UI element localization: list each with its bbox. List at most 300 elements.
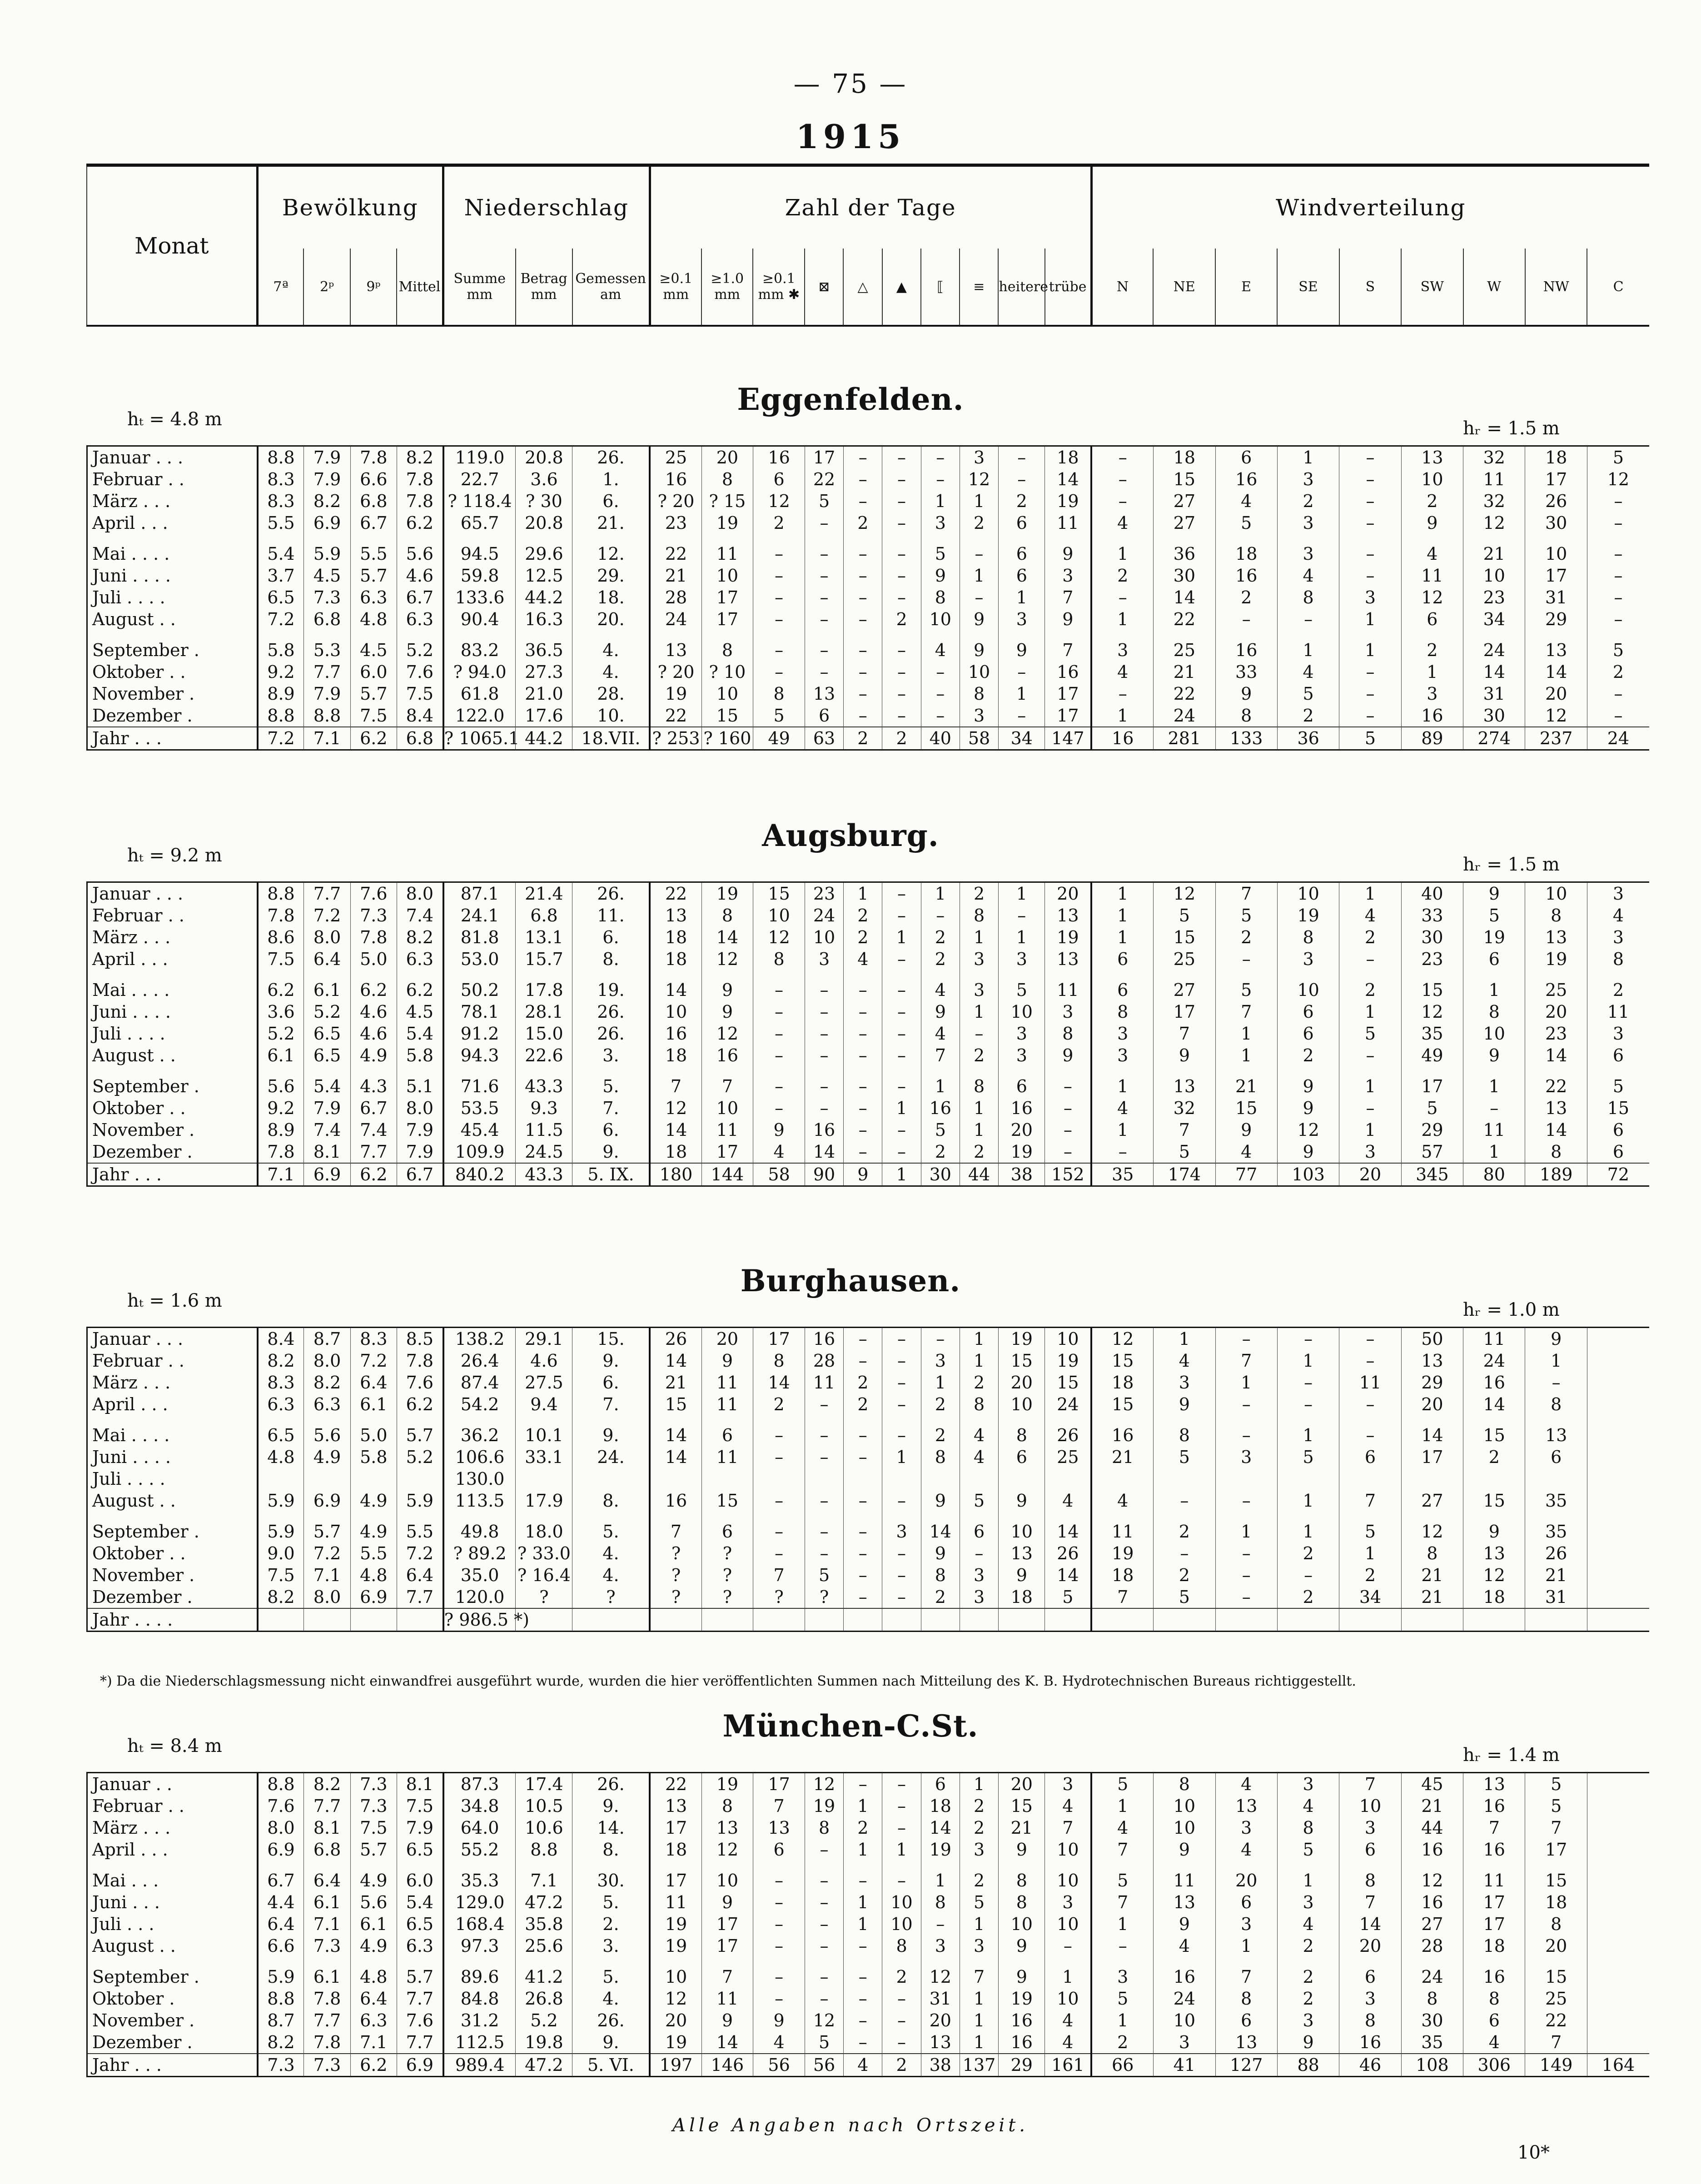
- table-cell: 4.: [572, 630, 650, 661]
- table-cell: 58: [753, 1163, 805, 1186]
- table-cell: 5.2: [258, 1023, 304, 1045]
- table-cell: 3: [1277, 512, 1339, 534]
- table-cell: 24.5: [516, 1141, 572, 1163]
- table-cell: [650, 1468, 701, 1490]
- month-label: Mai . . .: [87, 1861, 258, 1891]
- table-cell: 8: [999, 1861, 1045, 1891]
- table-cell: 2: [1277, 1542, 1339, 1564]
- table-cell: 6.7: [350, 1097, 397, 1119]
- header-col-11: △: [843, 249, 882, 326]
- table-cell: 1: [960, 2031, 998, 2054]
- table-cell: 1: [1277, 1415, 1339, 1446]
- table-cell: 19: [701, 512, 753, 534]
- table-cell: 4.9: [350, 1045, 397, 1066]
- table-cell: 9: [753, 1119, 805, 1141]
- month-label: Jahr . . .: [87, 2054, 258, 2077]
- table-cell: 5.7: [350, 565, 397, 587]
- table-cell: 6: [805, 705, 843, 727]
- table-cell: 28: [805, 1350, 843, 1372]
- table-cell: [516, 1468, 572, 1490]
- header-col-22: SW: [1401, 249, 1463, 326]
- table-cell: 120.0: [443, 1586, 516, 1608]
- table-cell: 7.8: [258, 905, 304, 926]
- table-cell: 3: [805, 948, 843, 970]
- table-cell: 4: [1215, 490, 1277, 512]
- table-cell: 306: [1463, 2054, 1525, 2077]
- table-cell: 71.6: [443, 1066, 516, 1097]
- table-cell: 4.: [572, 661, 650, 683]
- table-cell: [701, 1468, 753, 1490]
- table-cell: [1587, 1542, 1649, 1564]
- table-cell: 8: [960, 1066, 998, 1097]
- table-cell: 8.2: [258, 1350, 304, 1372]
- footnote: *) Da die Niederschlagsmessung nicht einwandfrei ausgeführt wurde, wurden die hier veröffentlichten Summen nach Mitteilung des K. B. Hydrotechnischen Bureaus richtiggestellt.: [100, 1673, 1356, 1689]
- table-cell: [1587, 1490, 1649, 1512]
- table-cell: 16: [1401, 705, 1463, 727]
- table-cell: 7: [1525, 2031, 1587, 2054]
- table-cell: 18: [1091, 1372, 1153, 1393]
- station-title: Augsburg.: [762, 818, 939, 853]
- table-cell: 11: [650, 1891, 701, 1913]
- month-label: August . .: [87, 608, 258, 630]
- table-cell: 26.: [572, 1023, 650, 1045]
- table-cell: 10: [921, 608, 960, 630]
- table-cell: 3: [1045, 1891, 1091, 1913]
- table-cell: 5.5: [397, 1512, 443, 1542]
- table-cell: 12.: [572, 534, 650, 565]
- table-cell: 6.6: [258, 1935, 304, 1957]
- table-cell: 9: [1045, 534, 1091, 565]
- table-cell: 274: [1463, 727, 1525, 750]
- table-cell: 8.0: [304, 1350, 350, 1372]
- table-cell: 2: [1463, 1446, 1525, 1468]
- station-title: Eggenfelden.: [737, 382, 964, 417]
- table-cell: –: [844, 705, 882, 727]
- table-cell: 5.9: [258, 1957, 304, 1988]
- table-cell: 19: [1045, 926, 1091, 948]
- table-cell: –: [1215, 1542, 1277, 1564]
- month-label: März . . .: [87, 490, 258, 512]
- table-cell: 14: [1463, 661, 1525, 683]
- header-col-6: Gemessen am: [572, 249, 650, 326]
- table-cell: 22: [1525, 1066, 1587, 1097]
- table-cell: 20: [1401, 1393, 1463, 1415]
- table-cell: 26.: [572, 1001, 650, 1023]
- table-cell: –: [844, 587, 882, 608]
- table-cell: 189: [1525, 1163, 1587, 1186]
- table-cell: –: [1339, 1328, 1401, 1350]
- table-cell: –: [844, 446, 882, 469]
- table-cell: –: [882, 905, 921, 926]
- table-cell: [999, 1468, 1045, 1490]
- table-cell: 7.1: [516, 1861, 572, 1891]
- table-cell: –: [882, 1490, 921, 1512]
- table-cell: 8: [1401, 1542, 1463, 1564]
- table-cell: 109.9: [443, 1141, 516, 1163]
- table-cell: –: [1045, 1141, 1091, 1163]
- table-cell: 24: [1463, 630, 1525, 661]
- table-cell: 5.9: [397, 1490, 443, 1512]
- month-label: Juni . . .: [87, 1891, 258, 1913]
- table-cell: 5.8: [397, 1045, 443, 1066]
- table-row: [87, 1773, 1650, 1796]
- table-cell: 16: [650, 468, 701, 490]
- table-cell: 7.8: [258, 1141, 304, 1163]
- table-cell: 6: [1215, 1891, 1277, 1913]
- table-cell: 7.3: [350, 1773, 397, 1796]
- table-cell: [1587, 2010, 1649, 2031]
- table-cell: 26.: [572, 2010, 650, 2031]
- table-cell: –: [753, 1935, 805, 1957]
- header-col-3: Mittel: [397, 249, 443, 326]
- table-cell: 6: [999, 565, 1045, 587]
- station-height-t: hₜ = 9.2 m: [127, 845, 222, 866]
- table-cell: 4: [1091, 512, 1153, 534]
- table-cell: 11: [701, 1372, 753, 1393]
- table-cell: –: [1215, 1490, 1277, 1512]
- table-cell: –: [805, 1023, 843, 1045]
- table-row: [87, 905, 1650, 926]
- table-cell: 7.1: [304, 1913, 350, 1935]
- table-cell: 12: [701, 948, 753, 970]
- table-cell: 6.5: [397, 1839, 443, 1861]
- table-cell: 8: [1525, 1393, 1587, 1415]
- table-cell: 9.4: [516, 1393, 572, 1415]
- table-cell: 7: [650, 1066, 701, 1097]
- table-cell: 6.5: [304, 1023, 350, 1045]
- table-cell: 1: [1154, 1328, 1215, 1350]
- table-cell: 8.7: [304, 1328, 350, 1350]
- table-cell: 6.: [572, 1119, 650, 1141]
- table-cell: –: [921, 661, 960, 683]
- table-cell: –: [921, 468, 960, 490]
- table-cell: [350, 1608, 397, 1632]
- table-cell: 22: [650, 882, 701, 905]
- table-cell: 6.0: [350, 661, 397, 683]
- table-cell: 41.2: [516, 1957, 572, 1988]
- table-cell: –: [882, 882, 921, 905]
- table-cell: 8: [753, 683, 805, 705]
- table-cell: 5.9: [258, 1490, 304, 1512]
- table-cell: –: [882, 1350, 921, 1372]
- table-cell: 50: [1401, 1328, 1463, 1350]
- table-cell: –: [1091, 683, 1153, 705]
- table-cell: 10: [805, 926, 843, 948]
- table-cell: 1: [1463, 970, 1525, 1001]
- table-cell: –: [1091, 1935, 1153, 1957]
- table-row: [87, 534, 1650, 565]
- table-cell: –: [882, 1393, 921, 1415]
- table-cell: –: [1154, 1490, 1215, 1512]
- table-cell: –: [844, 1935, 882, 1957]
- table-cell: –: [1091, 587, 1153, 608]
- table-cell: 8.3: [258, 468, 304, 490]
- table-cell: 4: [1277, 1795, 1339, 1817]
- table-cell: 14: [753, 1372, 805, 1393]
- table-cell: 1: [1045, 1957, 1091, 1988]
- table-cell: –: [753, 534, 805, 565]
- table-row: [87, 705, 1650, 727]
- table-cell: 8: [701, 468, 753, 490]
- table-row: [87, 1446, 1650, 1468]
- table-cell: –: [844, 490, 882, 512]
- table-cell: –: [805, 1001, 843, 1023]
- table-cell: –: [844, 565, 882, 587]
- table-cell: [1215, 1608, 1277, 1632]
- table-cell: [1463, 1468, 1525, 1490]
- month-label: November .: [87, 683, 258, 705]
- table-cell: 8: [1401, 1988, 1463, 2010]
- table-cell: 36: [1277, 727, 1339, 750]
- table-cell: 13: [1215, 2031, 1277, 2054]
- table-row: [87, 1066, 1650, 1097]
- table-cell: 1: [1277, 1350, 1339, 1372]
- table-cell: 6: [701, 1512, 753, 1542]
- table-cell: 6: [1401, 608, 1463, 630]
- table-cell: 9: [1463, 1512, 1525, 1542]
- table-cell: [882, 1468, 921, 1490]
- table-cell: 11: [1154, 1861, 1215, 1891]
- table-cell: 19: [1277, 905, 1339, 926]
- table-cell: [844, 1608, 882, 1632]
- table-cell: 4: [1215, 1773, 1277, 1796]
- table-cell: 16: [999, 2031, 1045, 2054]
- table-cell: 24: [1463, 1350, 1525, 1372]
- table-cell: 5: [1277, 1446, 1339, 1468]
- table-cell: 12: [701, 1023, 753, 1045]
- table-cell: 3: [960, 948, 998, 970]
- table-cell: 10: [1045, 1913, 1091, 1935]
- table-cell: 28.: [572, 683, 650, 705]
- table-cell: 25.6: [516, 1935, 572, 1957]
- table-cell: 7.2: [258, 608, 304, 630]
- table-cell: 4: [1215, 1839, 1277, 1861]
- table-cell: –: [1525, 1372, 1587, 1393]
- table-cell: 6: [1587, 1119, 1649, 1141]
- table-cell: 7.9: [304, 683, 350, 705]
- table-cell: 5.5: [350, 534, 397, 565]
- table-cell: 12: [1463, 1564, 1525, 1586]
- table-cell: 6.2: [350, 2054, 397, 2077]
- table-cell: 6.2: [397, 1393, 443, 1415]
- table-cell: 4: [1339, 905, 1401, 926]
- table-cell: 89: [1401, 727, 1463, 750]
- table-cell: 11: [1091, 1512, 1153, 1542]
- table-cell: 1: [844, 1795, 882, 1817]
- table-cell: [1587, 1512, 1649, 1542]
- month-label: April . . .: [87, 948, 258, 970]
- table-cell: 14: [1045, 1512, 1091, 1542]
- table-cell: 3: [960, 705, 998, 727]
- table-cell: 8.4: [258, 1328, 304, 1350]
- table-cell: 6: [1463, 2010, 1525, 2031]
- table-cell: 5.7: [304, 1512, 350, 1542]
- table-cell: 30: [1154, 565, 1215, 587]
- table-cell: 13: [650, 630, 701, 661]
- table-cell: 3: [1277, 468, 1339, 490]
- table-cell: –: [844, 1988, 882, 2010]
- table-cell: 44: [1401, 1817, 1463, 1839]
- table-cell: 11: [1587, 1001, 1649, 1023]
- table-cell: 17.6: [516, 705, 572, 727]
- table-cell: 174: [1154, 1163, 1215, 1186]
- table-cell: [1587, 1861, 1649, 1891]
- table-cell: [1154, 1468, 1215, 1490]
- table-cell: –: [805, 565, 843, 587]
- table-cell: 7.5: [350, 1817, 397, 1839]
- table-cell: ? 986.5 *): [443, 1608, 516, 1632]
- table-cell: 26: [1045, 1415, 1091, 1446]
- table-cell: –: [1215, 1564, 1277, 1586]
- table-cell: –: [844, 630, 882, 661]
- table-cell: 7.5: [258, 1564, 304, 1586]
- table-cell: 3: [1045, 1773, 1091, 1796]
- table-cell: 6: [1215, 2010, 1277, 2031]
- table-cell: 6: [1339, 1446, 1401, 1468]
- month-label: Jahr . . .: [87, 727, 258, 750]
- table-cell: 4.: [572, 1542, 650, 1564]
- station-height-r: hᵣ = 1.4 m: [1463, 1745, 1560, 1766]
- table-cell: 19: [999, 1328, 1045, 1350]
- table-cell: 35.0: [443, 1564, 516, 1586]
- table-row: [87, 587, 1650, 608]
- table-cell: 5.7: [350, 1839, 397, 1861]
- table-cell: 5.4: [397, 1023, 443, 1045]
- table-cell: 12: [805, 2010, 843, 2031]
- table-cell: –: [1587, 490, 1649, 512]
- table-cell: 23: [1463, 587, 1525, 608]
- table-cell: 8: [921, 1564, 960, 1586]
- table-cell: 2: [882, 727, 921, 750]
- table-cell: 7.9: [304, 468, 350, 490]
- table-cell: 8.8: [258, 1988, 304, 2010]
- table-cell: 9: [921, 1542, 960, 1564]
- table-cell: –: [844, 2010, 882, 2031]
- table-cell: 58: [960, 727, 998, 750]
- table-cell: 26.: [572, 446, 650, 469]
- table-cell: 8.3: [258, 490, 304, 512]
- table-cell: 17: [701, 1913, 753, 1935]
- table-cell: 1: [999, 587, 1045, 608]
- table-cell: 17: [1154, 1001, 1215, 1023]
- table-cell: –: [1045, 1935, 1091, 1957]
- table-cell: 26.: [572, 882, 650, 905]
- table-cell: 6: [960, 1512, 998, 1542]
- table-cell: 6.9: [304, 1490, 350, 1512]
- table-cell: 17: [805, 446, 843, 469]
- table-cell: 180: [650, 1163, 701, 1186]
- table-cell: 8: [960, 683, 998, 705]
- table-cell: [999, 1608, 1045, 1632]
- table-cell: 5. VI.: [572, 2054, 650, 2077]
- table-cell: 3: [1091, 1045, 1153, 1066]
- table-cell: 4.: [572, 1564, 650, 1586]
- table-cell: –: [805, 512, 843, 534]
- table-cell: 5: [805, 490, 843, 512]
- table-cell: 8: [805, 1817, 843, 1839]
- table-cell: –: [882, 970, 921, 1001]
- table-cell: 9: [701, 970, 753, 1001]
- table-cell: –: [921, 1328, 960, 1350]
- table-cell: 8: [921, 587, 960, 608]
- table-cell: 5.9: [258, 1512, 304, 1542]
- table-cell: –: [882, 1817, 921, 1839]
- table-cell: 1: [844, 882, 882, 905]
- table-cell: 20: [1215, 1861, 1277, 1891]
- table-row: [87, 1393, 1650, 1415]
- month-label: Dezember .: [87, 2031, 258, 2054]
- table-cell: 17: [753, 1773, 805, 1796]
- table-cell: 24: [650, 608, 701, 630]
- table-cell: 2: [1154, 1564, 1215, 1586]
- table-row: [87, 1913, 1650, 1935]
- table-cell: 26: [1525, 490, 1587, 512]
- table-cell: –: [921, 683, 960, 705]
- table-cell: 38: [921, 2054, 960, 2077]
- table-cell: 1: [1091, 608, 1153, 630]
- table-cell: 4.6: [350, 1023, 397, 1045]
- table-cell: –: [805, 1542, 843, 1564]
- table-cell: –: [805, 1393, 843, 1415]
- table-cell: 43.3: [516, 1163, 572, 1186]
- table-cell: 16: [1091, 1415, 1153, 1446]
- table-cell: 10: [1154, 1817, 1215, 1839]
- table-cell: 4.6: [397, 565, 443, 587]
- station-title: Burghausen.: [740, 1263, 961, 1298]
- table-cell: [1525, 1468, 1587, 1490]
- table-cell: 36: [1154, 534, 1215, 565]
- table-cell: 7: [1045, 1817, 1091, 1839]
- table-cell: [1587, 1446, 1649, 1468]
- table-cell: 18: [650, 1839, 701, 1861]
- table-cell: –: [882, 490, 921, 512]
- table-cell: 21: [1463, 534, 1525, 565]
- table-cell: [572, 1608, 650, 1632]
- table-cell: 5. IX.: [572, 1163, 650, 1186]
- table-cell: –: [1587, 565, 1649, 587]
- table-cell: –: [805, 1913, 843, 1935]
- table-cell: –: [844, 1586, 882, 1608]
- table-cell: 9: [1215, 1119, 1277, 1141]
- table-cell: 7: [1525, 1817, 1587, 1839]
- table-cell: –: [844, 1564, 882, 1586]
- table-cell: 3: [921, 1350, 960, 1372]
- table-cell: 4: [1045, 1490, 1091, 1512]
- table-cell: –: [753, 661, 805, 683]
- table-cell: 6.3: [304, 1393, 350, 1415]
- table-cell: [921, 1468, 960, 1490]
- table-cell: 4.: [572, 1988, 650, 2010]
- table-cell: 10.6: [516, 1817, 572, 1839]
- table-cell: 138.2: [443, 1328, 516, 1350]
- month-label: Dezember .: [87, 705, 258, 727]
- table-cell: 4.9: [350, 1490, 397, 1512]
- table-cell: 8.9: [258, 683, 304, 705]
- table-cell: –: [844, 683, 882, 705]
- table-cell: 3: [921, 1935, 960, 1957]
- table-cell: 17: [650, 1861, 701, 1891]
- table-cell: 1: [960, 565, 998, 587]
- table-cell: 7.8: [304, 2031, 350, 2054]
- table-cell: 7: [1215, 1350, 1277, 1372]
- table-cell: 2: [1277, 1988, 1339, 2010]
- table-cell: ? 160: [701, 727, 753, 750]
- table-cell: 18.VII.: [572, 727, 650, 750]
- table-cell: 197: [650, 2054, 701, 2077]
- table-cell: 10: [882, 1913, 921, 1935]
- month-label: April . . .: [87, 512, 258, 534]
- table-cell: 7.: [572, 1393, 650, 1415]
